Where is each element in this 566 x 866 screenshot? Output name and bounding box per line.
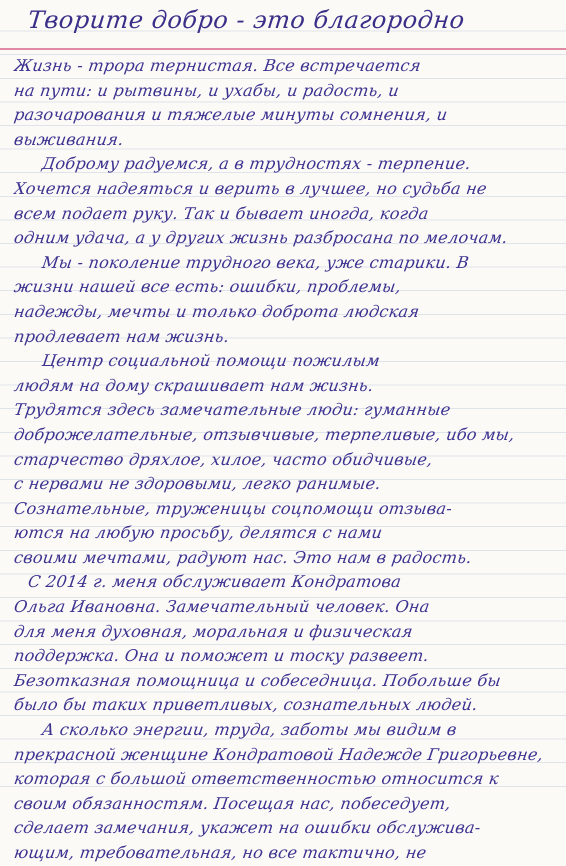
text-line: было бы таких приветливых, сознательных людей. <box>12 695 479 715</box>
text-line: выживания. <box>12 129 125 149</box>
text-line: надежды, мечты и только доброта людская <box>12 301 421 321</box>
text-line: Ольга Ивановна. Замечательный человек. Она <box>12 597 432 617</box>
text-line: продлевает нам жизнь. <box>12 326 231 346</box>
text-line: поддержка. Она и поможет и тоску развеет. <box>12 646 431 666</box>
text-line: ются на любую просьбу, делятся с нами <box>12 523 384 543</box>
text-line: Центр социальной помощи пожилым <box>40 351 382 371</box>
text-line: доброжелательные, отзывчивые, терпеливые, ибо мы, <box>12 424 516 444</box>
margin-line <box>0 48 566 50</box>
text-line: старчество дряхлое, хилое, часто обидчивые, <box>12 449 434 469</box>
text-line: всем подает руку. Так и бывает иногда, когда <box>12 203 430 223</box>
text-line: с нервами не здоровыми, легко ранимые. <box>12 474 383 494</box>
text-line: сделает замечания, укажет на ошибки обслужива- <box>12 818 482 838</box>
text-line: своим обязанностям. Посещая нас, побеседует, <box>12 793 453 813</box>
text-line: Хочется надеяться и верить в лучшее, но судьба не <box>12 178 489 198</box>
text-line: Безотказная помощница и собеседница. Побольше бы <box>12 670 503 690</box>
text-line: Трудятся здесь замечательные люди: гуманные <box>12 400 452 420</box>
text-line: Доброму радуемся, а в трудностях - терпение. <box>40 154 473 174</box>
text-line: Мы - поколение трудного века, уже старики. В <box>40 252 471 272</box>
text-line: людям на дому скрашивает нам жизнь. <box>12 375 375 395</box>
page-title: Творите добро - это благородно <box>26 6 467 34</box>
text-line: разочарования и тяжелые минуты сомнения, и <box>12 105 449 125</box>
text-line: для меня духовная, моральная и физическая <box>12 621 415 641</box>
text-line: С 2014 г. меня обслуживает Кондратова <box>26 572 403 592</box>
text-line: жизни нашей все есть: ошибки, проблемы, <box>12 277 403 297</box>
text-line: которая с большой ответственностью относится к <box>12 769 501 789</box>
text-line: Жизнь - трора тернистая. Все встречается <box>12 56 423 75</box>
handwritten-text <box>14 54 554 866</box>
text-line: А сколько энергии, труда, заботы мы видим в <box>40 720 458 740</box>
text-line: Сознательные, труженицы соцпомощи отзыва- <box>12 498 454 518</box>
text-line: ющим, требовательная, но все тактично, не <box>12 843 428 862</box>
text-line: одним удача, а у других жизнь разбросана по мелочам. <box>12 228 509 248</box>
text-line: своими мечтами, радуют нас. Это нам в радость. <box>12 547 474 567</box>
text-line: на пути: и рытвины, и ухабы, и радость, и <box>12 80 401 100</box>
text-line: прекрасной женщине Кондратовой Надежде Григорьевне, <box>12 744 545 764</box>
